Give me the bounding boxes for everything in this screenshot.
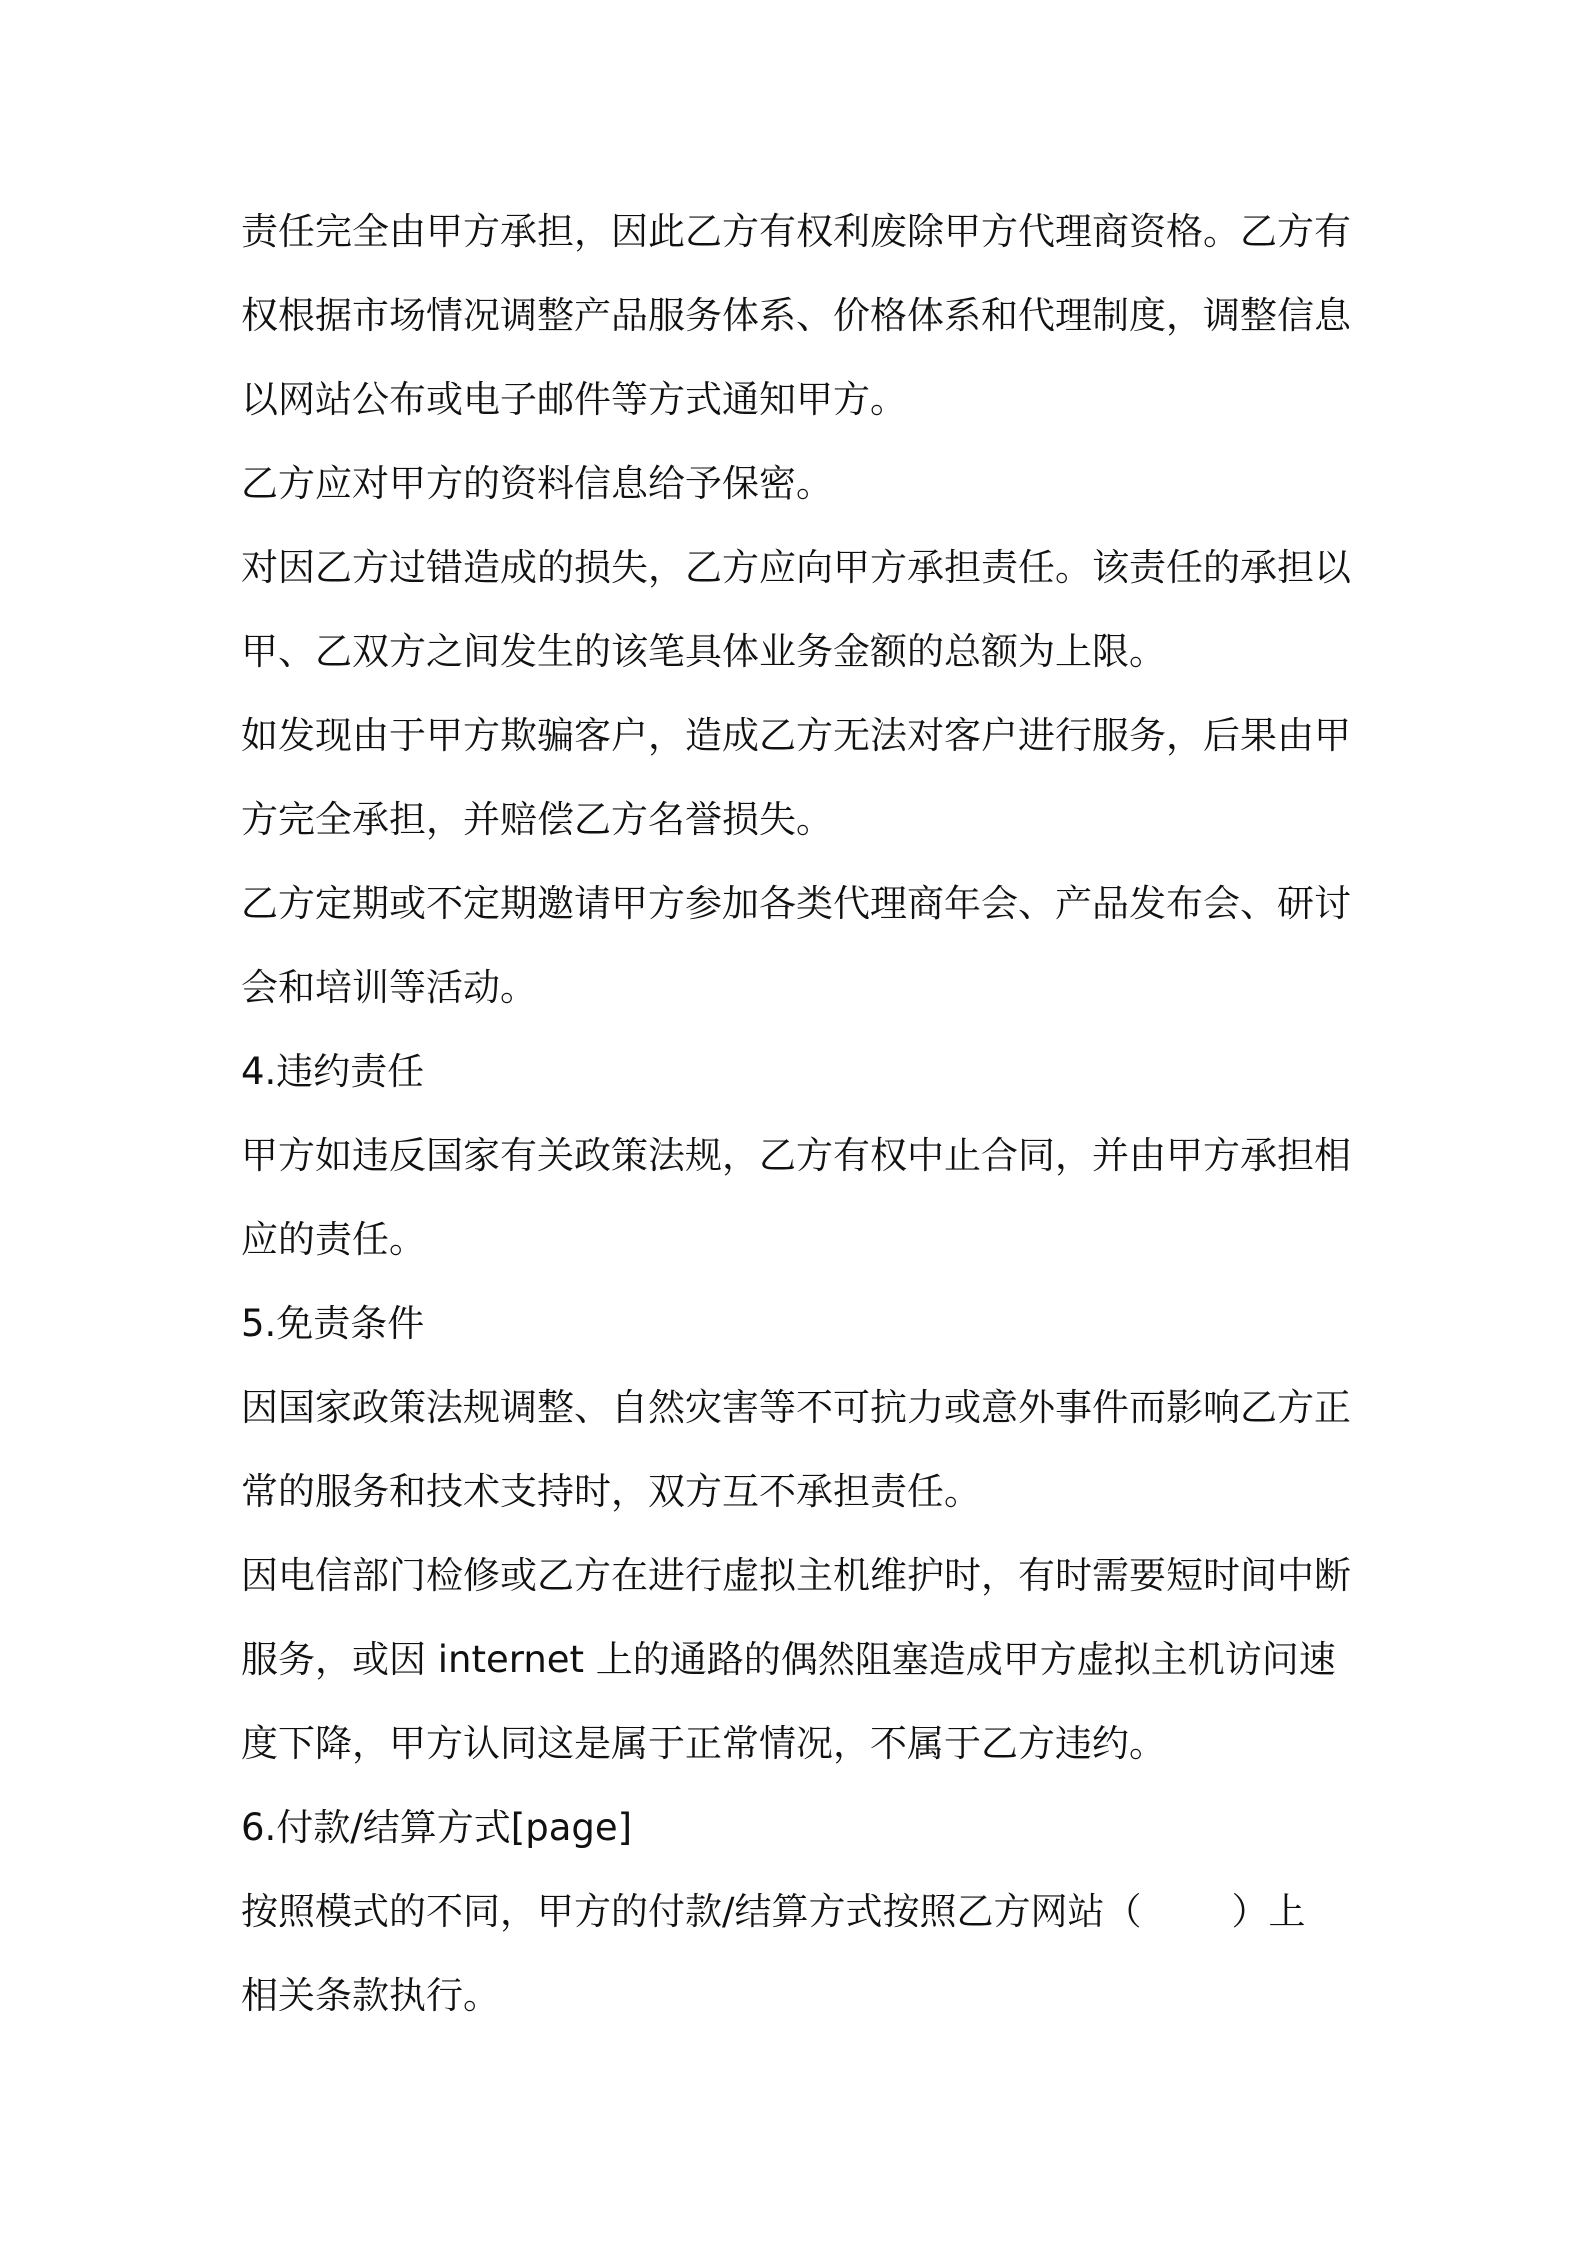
section-heading: 4.违约责任 xyxy=(241,1050,425,1093)
section-heading: 5.免责条件 xyxy=(241,1302,425,1345)
paragraph-line: 度下降，甲方认同这是属于正常情况，不属于乙方违约。 xyxy=(241,1722,1166,1765)
paragraph-line: 甲、乙双方之间发生的该笔具体业务金额的总额为上限。 xyxy=(241,630,1166,673)
paragraph-line: 方完全承担，并赔偿乙方名誉损失。 xyxy=(241,798,833,841)
paragraph-line xyxy=(241,1870,1357,1954)
paragraph-line: 责任完全由甲方承担，因此乙方有权利废除甲方代理商资格。乙方有 xyxy=(241,210,1351,253)
paragraph-line: 常的服务和技术支持时，双方互不承担责任。 xyxy=(241,1470,981,1513)
paragraph-line: 对因乙方过错造成的损失，乙方应向甲方承担责任。该责任的承担以 xyxy=(241,546,1351,589)
paragraph-line: 如发现由于甲方欺骗客户，造成乙方无法对客户进行服务，后果由甲 xyxy=(241,714,1351,757)
paragraph-line: 会和培训等活动。 xyxy=(241,966,537,1009)
section-heading: 6.付款/结算方式[page] xyxy=(241,1806,633,1849)
paragraph-line: 权根据市场情况调整产品服务体系、价格体系和代理制度，调整信息 xyxy=(241,294,1351,337)
document-body xyxy=(241,190,1357,2038)
paragraph-line: 服务，或因 internet 上的通路的偶然阻塞造成甲方虚拟主机访问速 xyxy=(241,1638,1336,1681)
paragraph-line: 甲方如违反国家有关政策法规，乙方有权中止合同，并由甲方承担相 xyxy=(241,1134,1351,1177)
paragraph-line: 乙方应对甲方的资料信息给予保密。 xyxy=(241,462,833,505)
paragraph-line: 因国家政策法规调整、自然灾害等不可抗力或意外事件而影响乙方正 xyxy=(241,1386,1351,1429)
paragraph-line: 以网站公布或电子邮件等方式通知甲方。 xyxy=(241,378,907,421)
paragraph-line: 相关条款执行。 xyxy=(241,1974,500,2017)
line-text-before-gap: 按照模式的不同，甲方的付款/结算方式按照乙方网站（ xyxy=(241,1890,1142,1933)
line-text-after-gap: ）上 xyxy=(1231,1890,1306,1933)
paragraph-line: 应的责任。 xyxy=(241,1218,426,1261)
paragraph-line: 因电信部门检修或乙方在进行虚拟主机维护时，有时需要短时间中断 xyxy=(241,1554,1351,1597)
paragraph-line: 乙方定期或不定期邀请甲方参加各类代理商年会、产品发布会、研讨 xyxy=(241,882,1351,925)
